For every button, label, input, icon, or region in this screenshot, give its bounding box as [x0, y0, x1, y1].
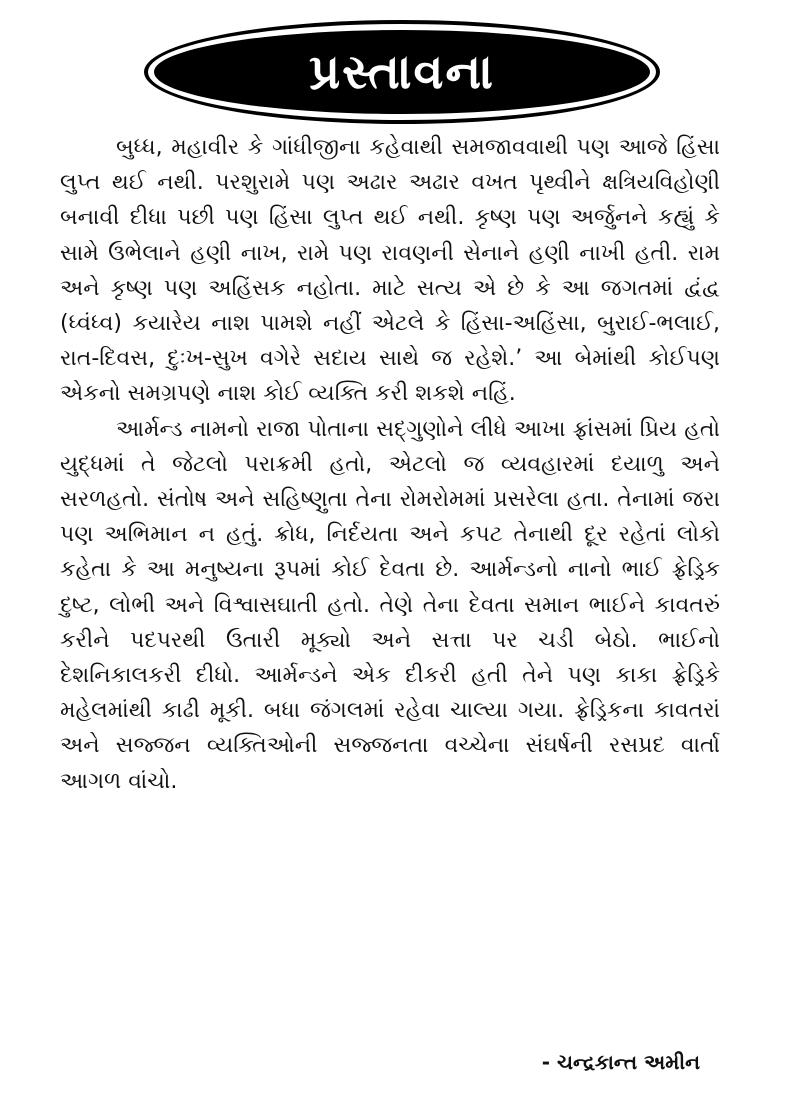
- paragraph-2: આર્મન્ડ નામનો રાજા પોતાના સદ્‌ગુણોને લીધે આખા ફ્રાંસમાં પ્રિય હતો યુદ્ધમાં તે જેટલો પરાક્રમી હતો, એટલો જ વ્યવહારમાં દયાળુ અને સરળહતો. સંતોષ અને સહિષ્ણુતા તેના રોમરોમમાં પ્રસરેલા હતા. તેનામાં જરા પણ અભિમાન ન હતું. ક્રોધ, નિર્દયતા અને કપટ તેનાથી દૂર રહેતાં લોકો કહેતા કે આ મનુષ્યના રૂપમાં કોઈ દેવતા છે. આર્મન્ડનો નાનો ભાઈ ફ્રેડ્રિક દુષ્ટ, લોભી અને વિશ્વાસઘાતી હતો. તેણે તેના દેવતા સમાન ભાઈને કાવતરું કરીને પદપરથી ઉતારી મૂક્યો અને સત્તા પર ચડી બેઠો. ભાઈનો દેશનિકાલકરી દીધો. આર્મન્ડને એક દીકરી હતી તેને પણ કાકા ફ્રેડ્રિકે મહેલમાંથી કાઢી મૂકી. બધા જંગલમાં રહેવા ચાલ્યા ગયા. ફ્રેડ્રિકના કાવતરાં અને સજ્જન વ્યક્તિઓની સજ્જનતા વચ્ચેના સંઘર્ષની રસપ્રદ વાર્તા આગળ વાંચો.: [60, 416, 720, 794]
- title-oval-frame: [144, 20, 660, 124]
- paragraph-1: બુધ્ધ, મહાવીર કે ગાંધીજીના કહેવાથી સમજાવવાથી પણ આજે હિંસા લુપ્ત થઈ નથી. પરશુરામે પણ અઢાર અઢાર વખત પૃથ્વીને ક્ષત્રિયવિહોણી બનાવી દીધા પછી પણ હિંસા લુપ્ત થઈ નથી. કૃષ્ણ પણ અર્જુનને કહ્યું કે સામે ઉભેલાને હણી નાખ, રામે પણ રાવણની સેનાને હણી નાખી હતી. રામ અને કૃષ્ણ પણ અહિંસક નહોતા. માટે સત્ય એ છે કે આ જગતમાં દ્વંદ્વ (ધ્વંધ્વ) કયારેય નાશ પામશે નહીં એટલે કે હિંસા-અહિંસા, બુરાઈ-ભલાઈ, રાત-દિવસ, દુઃખ-સુખ વગેરે સદાય સાથે જ રહેશે.’ આ બેમાંથી કોઈપણ એકનો સમગ્રપણે નાશ કોઈ વ્યક્તિ કરી શકશે નહિં.: [60, 135, 720, 407]
- page-title: પ્રસ્તાવના: [309, 44, 495, 100]
- title-oval: [154, 30, 650, 114]
- preface-body: [60, 130, 720, 799]
- author-signature: - ચન્દ્રકાન્ત અમીન: [541, 1050, 700, 1074]
